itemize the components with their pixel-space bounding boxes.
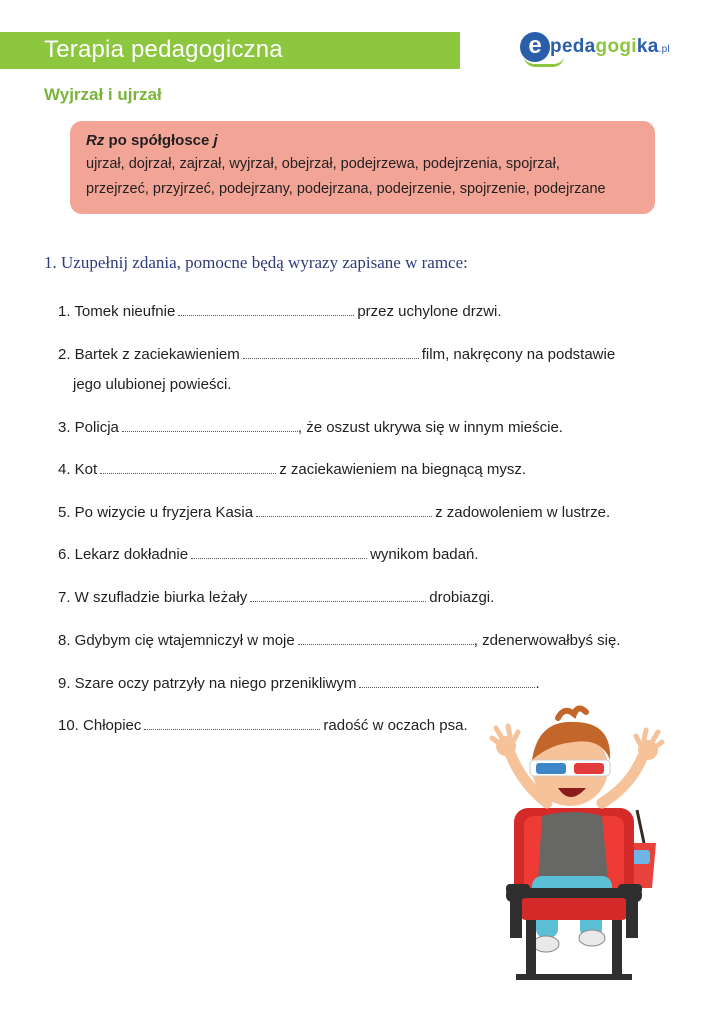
exercise-instruction: 1. Uzupełnij zdania, pomocne będą wyrazy zapisane w ramce:	[44, 253, 468, 272]
sentence-text-before: 8. Gdybym cię wtajemniczył w moje	[58, 632, 295, 649]
sentence-text-after: film, nakręcony na podstawie	[421, 346, 616, 363]
answer-blank[interactable]	[144, 717, 320, 730]
sentence-text-after: przez uchylone drzwi.	[357, 303, 502, 320]
rule-words-line-2: przejrzeć, przyjrzeć, podejrzany, podejrzana, podejrzenie, spojrzenie, podejrzane	[86, 181, 606, 197]
sentence-text-before: 10. Chłopiec	[58, 717, 142, 734]
sentence-text-after: .	[535, 675, 540, 692]
seat-cushion	[520, 898, 628, 920]
logo-wordmark	[550, 36, 670, 58]
sentence-text-before: 2. Bartek z zaciekawieniem	[58, 346, 240, 363]
sentence-text-after: radość w oczach psa.	[323, 717, 468, 734]
answer-blank[interactable]	[100, 461, 276, 474]
sentence-text-before: 6. Lekarz dokładnie	[58, 546, 189, 563]
logo-part-2: gogi	[595, 36, 637, 57]
spelling-rule-box	[70, 121, 655, 214]
rule-heading	[86, 132, 218, 149]
sentence-2	[58, 346, 615, 363]
sentence-text-before: 7. W szufladzie biurka leżały	[58, 589, 248, 606]
chair-leg	[526, 920, 536, 978]
sentence-1	[58, 303, 502, 320]
rule-head-rest: po spółgłosce	[104, 132, 214, 149]
worksheet-subtitle: Wyjrzał i ujrzał	[44, 85, 162, 104]
page-header-title: Terapia pedagogiczna	[44, 36, 283, 63]
answer-blank[interactable]	[359, 675, 535, 688]
tank-top	[538, 812, 608, 880]
logo-e-badge: e	[520, 32, 550, 62]
answer-blank[interactable]	[256, 504, 432, 517]
sentence-text-after: , że oszust ukrywa się w innym mieście.	[297, 419, 563, 436]
sentence-7	[58, 589, 494, 606]
sentence-text-after: z zadowoleniem w lustrze.	[435, 504, 611, 521]
boy-in-cinema-seat-illustration	[462, 698, 682, 983]
sentence-3	[58, 419, 563, 436]
rule-words-line-1: ujrzał, dojrzał, zajrzał, wyjrzał, obejrzał, podejrzewa, podejrzenia, spojrzał,	[86, 156, 560, 172]
sentence-4	[58, 461, 526, 478]
sentence-text-before: 4. Kot	[58, 461, 98, 478]
epedagogika-logo[interactable]	[520, 30, 700, 70]
sentence-10	[58, 717, 468, 734]
sentence-text-before: 3. Policja	[58, 419, 119, 436]
sentence-9	[58, 675, 540, 692]
straw-icon	[637, 810, 644, 843]
sentence-text-after: drobiazgi.	[429, 589, 495, 606]
sentence-text-after: z zaciekawieniem na biegnącą mysz.	[279, 461, 526, 478]
answer-blank[interactable]	[178, 303, 354, 316]
logo-part-3: ka	[636, 36, 659, 57]
answer-blank[interactable]	[243, 346, 419, 359]
sentence-2-continuation: jego ulubionej powieści.	[73, 376, 232, 393]
logo-part-1: peda	[550, 36, 596, 57]
rule-rz: Rz	[86, 132, 105, 149]
sentence-text-before: 5. Po wizycie u fryzjera Kasia	[58, 504, 254, 521]
sentence-text-after: , zdenerwowałbyś się.	[473, 632, 621, 649]
sentence-text-after: wynikom badań.	[370, 546, 479, 563]
sentence-text-before: 9. Szare oczy patrzyły na niego przenikliwym	[58, 675, 357, 692]
rule-j: j	[213, 132, 218, 149]
answer-blank[interactable]	[122, 419, 298, 432]
chair-leg	[612, 920, 622, 978]
sentence-8	[58, 632, 620, 649]
logo-suffix: .pl	[658, 44, 671, 55]
answer-blank[interactable]	[191, 546, 367, 559]
sentence-5	[58, 504, 610, 521]
sentence-text-before: 1. Tomek nieufnie	[58, 303, 176, 320]
answer-blank[interactable]	[250, 589, 426, 602]
sentence-6	[58, 546, 479, 563]
answer-blank[interactable]	[298, 632, 474, 645]
